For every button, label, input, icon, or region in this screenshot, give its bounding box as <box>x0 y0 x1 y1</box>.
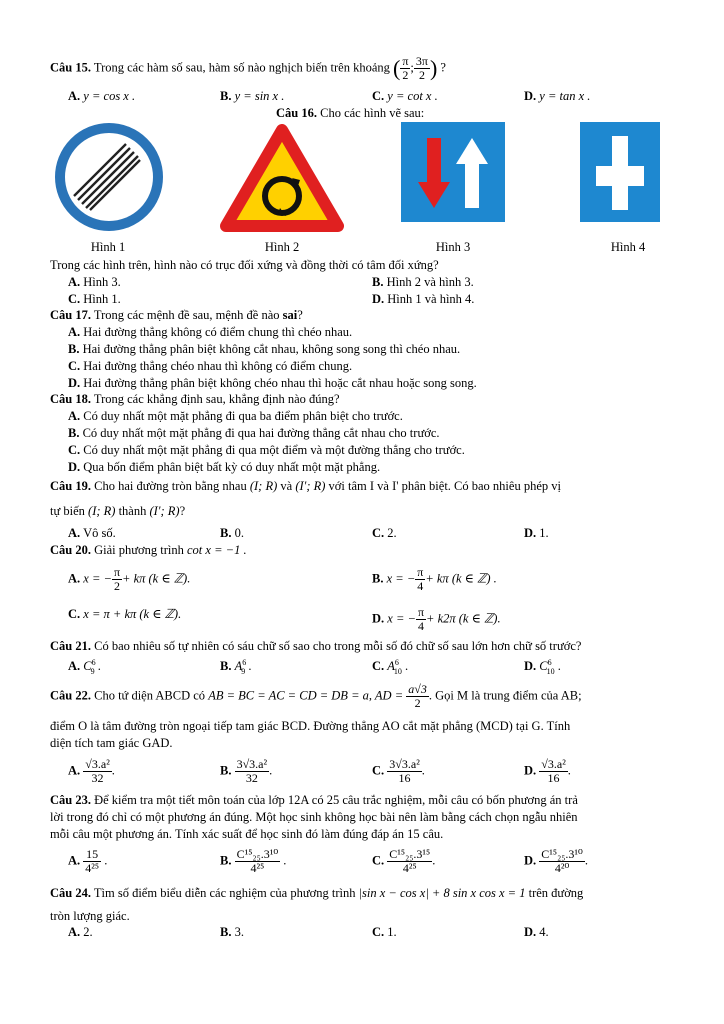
option-a[interactable]: A. y = cos x . <box>68 89 136 103</box>
option-c[interactable]: C. Có duy nhất một mặt phẳng đi qua một điểm và một đường thẳng cho trước. <box>68 443 465 457</box>
caption-2: Hình 2 <box>264 240 300 254</box>
option-a[interactable]: A. $\frac{15}{\text{4²⁵}}$ . <box>68 847 108 875</box>
option-b[interactable]: B. y = sin x . <box>220 89 285 103</box>
option-c[interactable]: C. Hình 1. <box>68 292 121 306</box>
question-label: Câu 15. <box>50 60 91 75</box>
question-17: Câu 17. Trong các mệnh đề sau, mệnh đề nào sai? <box>50 308 303 322</box>
option-d[interactable]: D. $C^6_{10}$ . <box>524 658 561 676</box>
option-d[interactable]: D. Hình 1 và hình 4. <box>372 292 475 306</box>
option-c[interactable]: C. y = cot x . <box>372 89 438 103</box>
option-d[interactable]: D. Qua bốn điểm phân biệt bất kỳ có duy nhất một mặt phẳng. <box>68 460 381 474</box>
option-b[interactable]: B. Hai đường thẳng phân biệt không cắt nhau, không song song thì chéo nhau. <box>68 342 461 356</box>
option-a[interactable]: A. $\frac{\text{√3.a²}}{32}$ . <box>68 757 115 785</box>
sign-roundabout-warning <box>220 124 344 232</box>
sign-priority-over-oncoming <box>401 122 505 222</box>
option-b[interactable]: B. $\frac{\text{C¹⁵₂₅.3¹⁰}}{\text{4²⁵}}$ . <box>220 847 287 875</box>
option-d[interactable]: D. 1. <box>524 526 549 540</box>
question-21: Câu 21. Có bao nhiêu số tự nhiên có sáu chữ số sao cho trong mỗi số đó chữ số sau lớn hơn chữ số trước? <box>50 639 582 653</box>
option-a[interactable]: A. $C^6_9$ . <box>68 658 101 676</box>
option-a[interactable]: A. x = − $\frac{\pi}{2}$ + kπ (k ∈ ℤ). <box>68 565 191 593</box>
question-19-cont: tự biến (I; R) thành (I'; R)? <box>50 504 186 518</box>
question-24-line2: tròn lượng giác. <box>50 909 130 923</box>
sign-end-of-restriction <box>54 122 164 232</box>
question-19: Câu 19. Cho hai đường tròn bằng nhau (I; R) và (I'; R) với tâm I và I' phân biệt. Có bao nhiêu phép vị <box>50 479 561 493</box>
question-23-line3: mỗi câu một phương án. Tính xác suất để học sinh đó làm đúng đáp án 15 câu. <box>50 827 444 841</box>
question-23-line2: lời trong đó chỉ có một phương án đúng. Một học sinh không học bài nên làm bằng cách chọn ngẫu nhiên <box>50 810 578 824</box>
question-24: Câu 24. Tìm số điểm biểu diễn các nghiệm của phương trình |sin x − cos x| + 8 sin x cos x = 1 trên đường <box>50 886 584 900</box>
option-c[interactable]: C. $\frac{\text{3√3.a²}}{16}$ . <box>372 757 425 785</box>
caption-4: Hình 4 <box>610 240 646 254</box>
option-b[interactable]: B. $A^6_9$ . <box>220 658 252 676</box>
question-20: Câu 20. Giải phương trình cot x = −1 . <box>50 543 247 557</box>
question-16: Câu 16. Cho các hình vẽ sau: <box>276 106 425 120</box>
option-b[interactable]: B. Có duy nhất một mặt phẳng đi qua hai đường thẳng cắt nhau cho trước. <box>68 426 440 440</box>
sign-bridge-narrows <box>580 122 660 222</box>
option-a[interactable]: A. 2. <box>68 925 93 939</box>
option-b[interactable]: B. 0. <box>220 526 244 540</box>
option-c[interactable]: C. 1. <box>372 925 397 939</box>
question-text: Trong các hàm số sau, hàm số nào nghịch biến trên khoảng <box>93 60 390 75</box>
option-c[interactable]: C. 2. <box>372 526 397 540</box>
question-22-line3: diện tích tam giác GAD. <box>50 736 173 750</box>
interval-right: $\frac{3\pi}{2}$ <box>415 54 428 82</box>
option-d[interactable]: D. $\frac{\text{√3.a²}}{16}$ . <box>524 757 571 785</box>
question-22-line2: điểm O là tâm đường tròn ngoại tiếp tam giác BCD. Đường thẳng AO cắt mặt phẳng (MCD) tại G. Tính <box>50 719 571 733</box>
option-a[interactable]: A. Vô số. <box>68 526 116 540</box>
option-a[interactable]: A. Hình 3. <box>68 275 121 289</box>
option-d[interactable]: D. Hai đường thẳng phân biệt không chéo nhau thì hoặc cắt nhau hoặc song song. <box>68 376 477 390</box>
option-c[interactable]: C. $A^6_{10}$ . <box>372 658 409 676</box>
option-d[interactable]: D. 4. <box>524 925 549 939</box>
option-d[interactable]: D. y = tan x . <box>524 89 591 103</box>
option-d[interactable]: D. x = − $\frac{\pi}{4}$ + k2π (k ∈ ℤ). <box>372 605 501 633</box>
question-23: Câu 23. Để kiểm tra một tiết môn toán của lớp 12A có 25 câu trắc nghiệm, mỗi câu có bốn phương án trả <box>50 793 578 807</box>
option-a[interactable]: A. Có duy nhất một mặt phẳng đi qua ba điểm phân biệt cho trước. <box>68 409 403 423</box>
option-b[interactable]: B. 3. <box>220 925 244 939</box>
option-d[interactable]: D. $\frac{\text{C¹⁵₂₅.3¹⁰}}{\text{4²⁰}}$ . <box>524 847 588 875</box>
option-c[interactable]: C. x = π + kπ (k ∈ ℤ). <box>68 607 182 621</box>
option-b[interactable]: B. $\frac{\text{3√3.a²}}{32}$ . <box>220 757 273 785</box>
question-15: Câu 15. Trong các hàm số sau, hàm số nào nghịch biến trên khoảng ( $\frac{\pi}{2}$ ; $\frac{3\pi}{2}$ ) ? <box>50 54 446 82</box>
option-b[interactable]: B. x = − $\frac{\pi}{4}$ + kπ (k ∈ ℤ) . <box>372 565 497 593</box>
interval-left: $\frac{\pi}{2}$ <box>402 54 409 82</box>
question-16-prompt: Trong các hình trên, hình nào có trục đối xứng và đồng thời có tâm đối xứng? <box>50 258 439 272</box>
option-c[interactable]: C. $\frac{\text{C¹⁵₂₅.3¹⁵}}{\text{4²⁵}}$ . <box>372 847 436 875</box>
question-22: Câu 22. Cho tứ diện ABCD có AB = BC = AC = CD = DB = a, AD = $\frac{a√3}{2}$ . Gọi M là trung điểm của AB; <box>50 682 582 710</box>
caption-1: Hình 1 <box>90 240 126 254</box>
option-c[interactable]: C. Hai đường thẳng chéo nhau thì không có điểm chung. <box>68 359 353 373</box>
option-b[interactable]: B. Hình 2 và hình 3. <box>372 275 474 289</box>
question-18: Câu 18. Trong các khẳng định sau, khẳng định nào đúng? <box>50 392 340 406</box>
caption-3: Hình 3 <box>435 240 471 254</box>
option-a[interactable]: A. Hai đường thẳng không có điểm chung thì chéo nhau. <box>68 325 353 339</box>
